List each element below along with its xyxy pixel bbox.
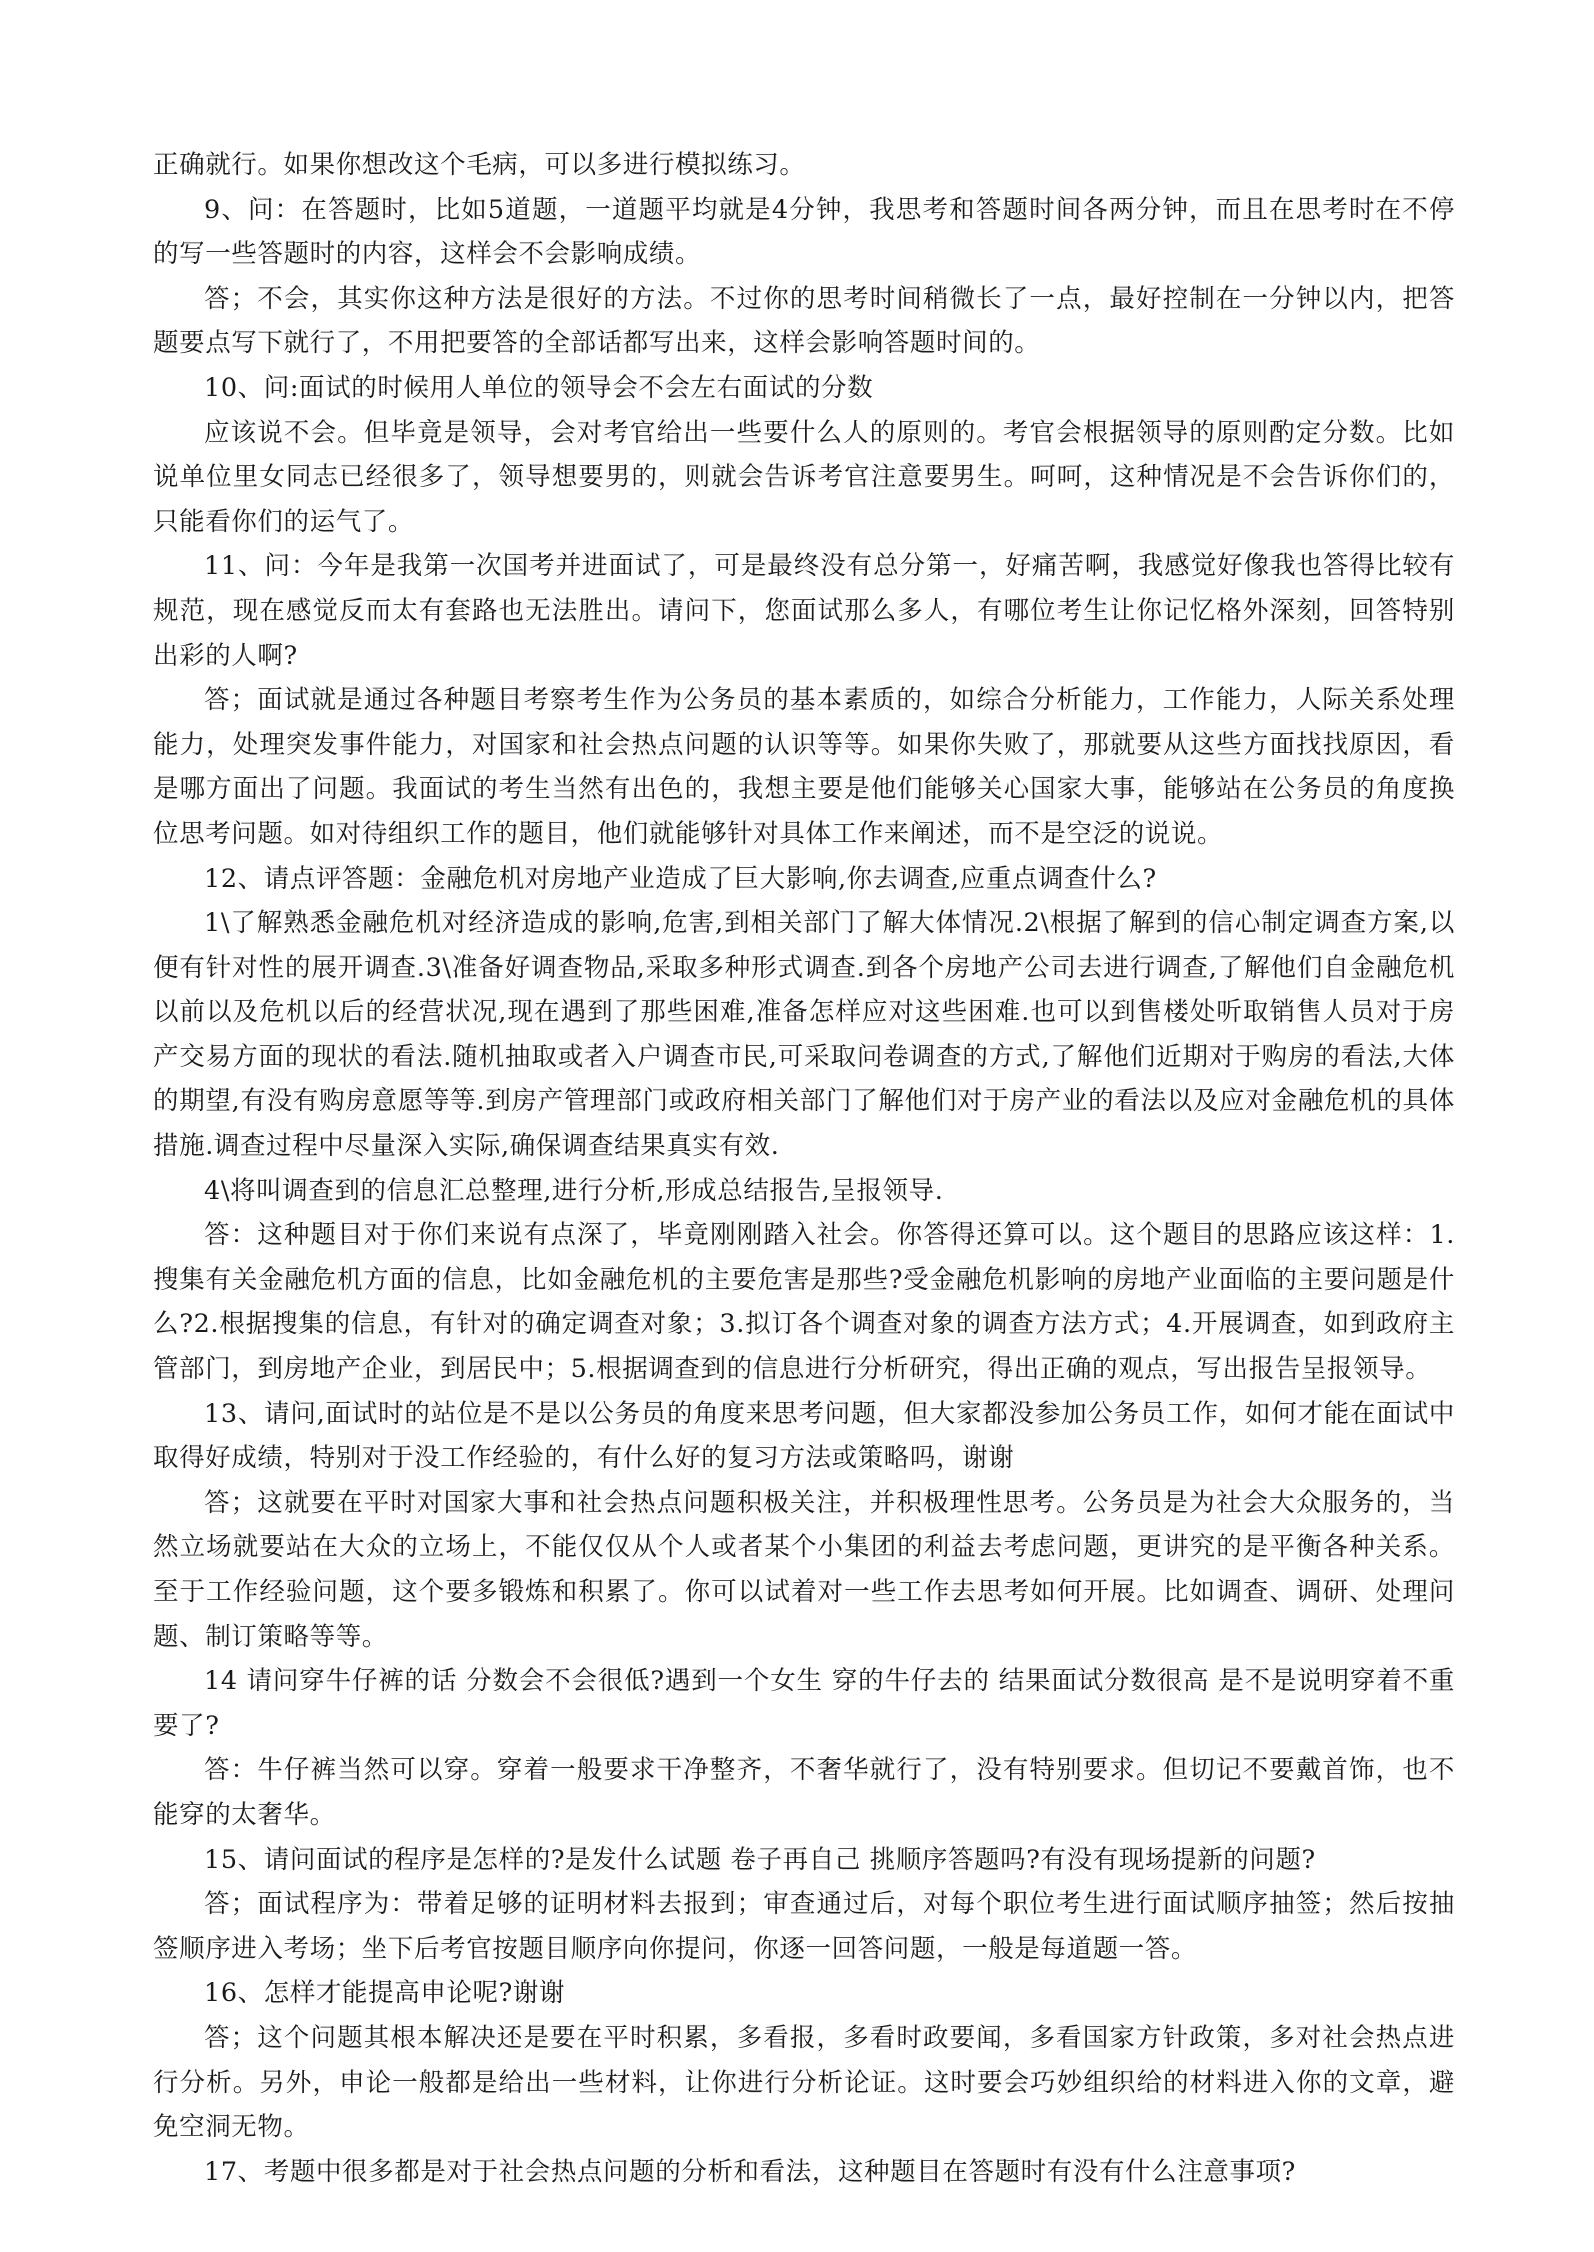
- answer-10: 应该说不会。但毕竟是领导，会对考官给出一些要什么人的原则的。考官会根据领导的原则酌定分数。比如说单位里女同志已经很多了，领导想要男的，则就会告诉考官注意要男生。呵呵，这种情况是不会告诉你们的，只能看你们的运气了。: [153, 417, 1455, 537]
- answer-16: 答；这个问题其根本解决还是要在平时积累，多看报，多看时政要闻，多看国家方针政策，多对社会热点进行分析。另外，申论一般都是给出一些材料，让你进行分析论证。这时要会巧妙组织给的材料进入你的文章，避免空洞无物。: [153, 2022, 1455, 2143]
- question-15: 15、请问面试的程序是怎样的?是发什么试题 卷子再自己 挑顺序答题吗?有没有现场提新的问题?: [204, 1844, 1316, 1875]
- question-16: 16、怎样才能提高申论呢?谢谢: [204, 1978, 566, 2009]
- answer-11: 答；面试就是通过各种题目考察考生作为公务员的基本素质的，如综合分析能力，工作能力，人际关系处理能力，处理突发事件能力，对国家和社会热点问题的认识等等。如果你失败了，那就要从这些方面找找原因，看是哪方面出了问题。我面试的考生当然有出色的，我想主要是他们能够关心国家大事，能够站在公务员的角度换位思考问题。如对待组织工作的题目，他们就能够针对具体工作来阐述，而不是空泛的说说。: [153, 685, 1455, 849]
- question-12: 12、请点评答题：金融危机对房地产业造成了巨大影响,你去调查,应重点调查什么?: [204, 863, 1157, 894]
- answer-13: 答；这就要在平时对国家大事和社会热点问题积极关注，并积极理性思考。公务员是为社会大众服务的，当然立场就要站在大众的立场上，不能仅仅从个人或者某个小集团的利益去考虑问题，更讲究的是平衡各种关系。至于工作经验问题，这个要多锻炼和积累了。你可以试着对一些工作去思考如何开展。比如调查、调研、处理问题、制订策略等等。: [153, 1487, 1455, 1652]
- submitted-answer-12-step-4: 4\将叫调查到的信息汇总整理,进行分析,形成总结报告,呈报领导.: [204, 1175, 944, 1206]
- question-14: 14 请问穿牛仔裤的话 分数会不会很低?遇到一个女生 穿的牛仔去的 结果面试分数很高 是不是说明穿着不重要了?: [153, 1666, 1455, 1741]
- question-13: 13、请问,面试时的站位是不是以公务员的角度来思考问题，但大家都没参加公务员工作，如何才能在面试中取得好成绩，特别对于没工作经验的，有什么好的复习方法或策略吗，谢谢: [153, 1398, 1455, 1474]
- question-10: 10、问:面试的时候用人单位的领导会不会左右面试的分数: [204, 372, 874, 403]
- document-body: [153, 143, 1455, 2194]
- paragraph-continuation: 正确就行。如果你想改这个毛病，可以多进行模拟练习。: [153, 150, 806, 180]
- submitted-answer-12: 1\了解熟悉金融危机对经济造成的影响,危害,到相关部门了解大体情况.2\根据了解到的信心制定调查方案,以便有针对性的展开调查.3\准备好调查物品,采取多种形式调查.到各个房地产公司去进行调查,了解他们自金融危机以前以及危机以后的经营状况,现在遇到了那些困难,准备怎样应对这些困难.也可以到售楼处听取销售人员对于房产交易方面的现状的看法.随机抽取或者入户调查市民,可采取问卷调查的方式,了解他们近期对于购房的看法,大体的期望,有没有购房意愿等等.到房产管理部门或政府相关部门了解他们对于房产业的看法以及应对金融危机的具体措施.调查过程中尽量深入实际,确保调查结果真实有效.: [153, 908, 1455, 1162]
- answer-12: 答：这种题目对于你们来说有点深了，毕竟刚刚踏入社会。你答得还算可以。这个题目的思路应该这样：1.搜集有关金融危机方面的信息，比如金融危机的主要危害是那些?受金融危机影响的房地产业面临的主要问题是什么?2.根据搜集的信息，有针对的确定调查对象；3.拟订各个调查对象的调查方法方式；4.开展调查，如到政府主管部门，到房地产企业，到居民中；5.根据调查到的信息进行分析研究，得出正确的观点，写出报告呈报领导。: [153, 1220, 1455, 1385]
- question-17: 17、考题中很多都是对于社会热点问题的分析和看法，这种题目在答题时有没有什么注意事项?: [204, 2156, 1296, 2187]
- answer-15: 答；面试程序为：带着足够的证明材料去报到；审查通过后，对每个职位考生进行面试顺序抽签；然后按抽签顺序进入考场；坐下后考官按题目顺序向你提问，你逐一回答问题，一般是每道题一答。: [153, 1889, 1455, 1964]
- answer-14: 答：牛仔裤当然可以穿。穿着一般要求干净整齐，不奢华就行了，没有特别要求。但切记不要戴首饰，也不能穿的太奢华。: [153, 1755, 1455, 1830]
- question-9: 9、问：在答题时，比如5道题，一道题平均就是4分钟，我思考和答题时间各两分钟，而且在思考时在不停的写一些答题时的内容，这样会不会影响成绩。: [153, 194, 1455, 270]
- answer-9: 答；不会，其实你这种方法是很好的方法。不过你的思考时间稍微长了一点，最好控制在一分钟以内，把答题要点写下就行了，不用把要答的全部话都写出来，这样会影响答题时间的。: [153, 283, 1455, 359]
- question-11: 11、问：今年是我第一次国考并进面试了，可是最终没有总分第一，好痛苦啊，我感觉好像我也答得比较有规范，现在感觉反而太有套路也无法胜出。请问下，您面试那么多人，有哪位考生让你记忆格外深刻，回答特别出彩的人啊?: [153, 551, 1455, 671]
